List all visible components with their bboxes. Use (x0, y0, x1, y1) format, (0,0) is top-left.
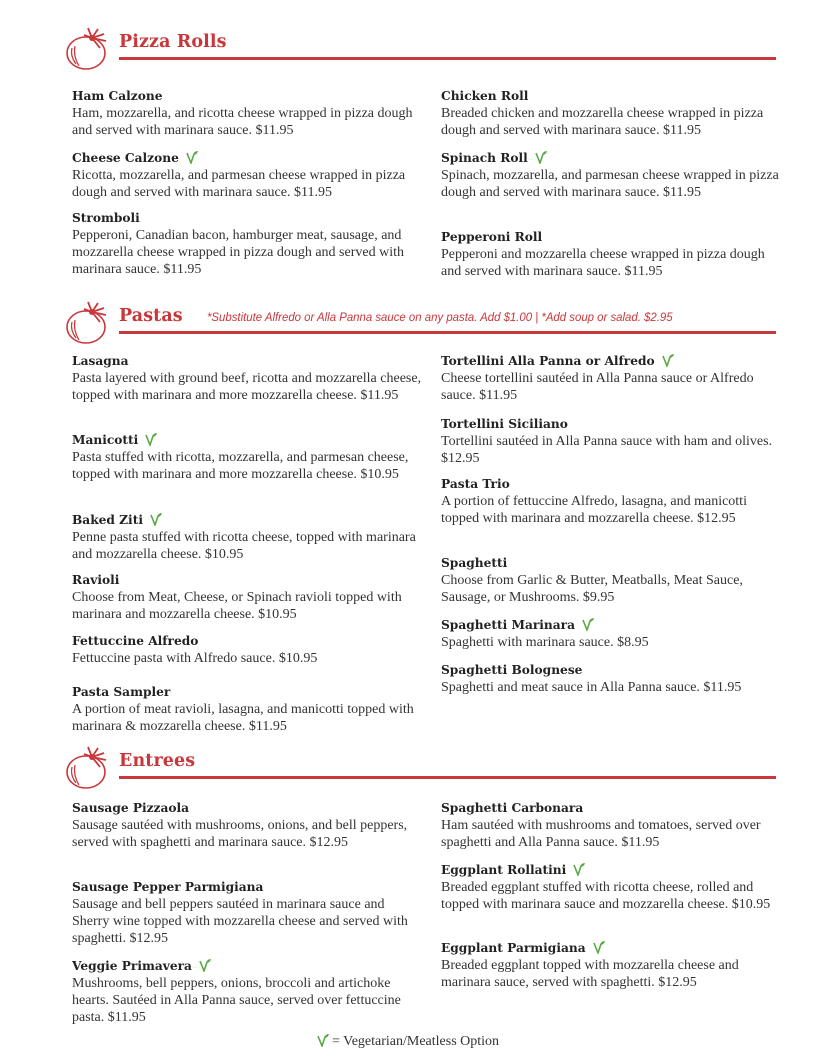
menu-item-name-text: Spaghetti Bolognese (441, 663, 583, 677)
menu-item-description: Spaghetti and meat sauce in Alla Panna sauce. $11.95 (441, 680, 742, 695)
menu-item (441, 353, 786, 404)
menu-item (441, 150, 786, 201)
menu-item (441, 800, 786, 851)
menu-item-name-text: Baked Ziti (72, 513, 143, 527)
menu-item-name-text: Ravioli (72, 573, 120, 587)
menu-item-description: Pasta layered with ground beef, ricotta and mozzarella cheese, topped with marinara and more mozzarella cheese. $11.95 (72, 371, 422, 404)
veg-leaf-icon (144, 432, 158, 446)
menu-item (441, 416, 786, 467)
menu-item (441, 555, 786, 606)
menu-item-name (441, 940, 786, 957)
menu-item-description: A portion of meat ravioli, lasagna, and manicotti topped with marinara & mozzarella cheese. $11.95 (72, 702, 414, 735)
menu-item-description: Fettuccine pasta with Alfredo sauce. $10.95 (72, 651, 318, 666)
menu-item (441, 940, 786, 991)
menu-item-description: Choose from Garlic & Butter, Meatballs, Meat Sauce, Sausage, or Mushrooms. $9.95 (441, 573, 743, 606)
menu-item (441, 229, 786, 280)
section-header-pastas (64, 300, 776, 346)
section-divider (119, 776, 776, 779)
section-divider (119, 57, 776, 60)
menu-item (72, 512, 422, 563)
menu-item-name (72, 150, 422, 167)
menu-item-name-text: Lasagna (72, 354, 129, 368)
menu-item-name-text: Pepperoni Roll (441, 230, 543, 244)
menu-item-name-text: Fettuccine Alfredo (72, 634, 199, 648)
section-note: *Substitute Alfredo or Alla Panna sauce on any pasta. Add $1.00 | *Add soup or salad. $2.95 (207, 310, 673, 324)
tomato-icon (64, 300, 114, 346)
section-header-pizza-rolls (64, 26, 776, 72)
menu-item-name (72, 210, 422, 227)
veg-leaf-icon (198, 958, 212, 972)
veg-legend-text: = Vegetarian/Meatless Option (332, 1034, 500, 1049)
menu-item-name-text: Cheese Calzone (72, 151, 179, 165)
menu-item (72, 210, 422, 279)
veg-leaf-icon (534, 150, 548, 164)
menu-item (441, 88, 786, 139)
menu-item-description: Cheese tortellini sautéed in Alla Panna sauce or Alfredo sauce. $11.95 (441, 371, 754, 404)
menu-item-name (72, 572, 422, 589)
menu-item-name (72, 432, 422, 449)
menu-item-name (441, 416, 786, 433)
menu-item-name-text: Sausage Pepper Parmigiana (72, 880, 264, 894)
menu-item-name (72, 684, 422, 701)
section-title: Pastas (119, 306, 183, 326)
menu-item-name (72, 88, 422, 105)
section-title: Pizza Rolls (119, 32, 227, 52)
menu-item-name (441, 229, 786, 246)
menu-item-name-text: Ham Calzone (72, 89, 163, 103)
menu-item-name-text: Veggie Primavera (72, 959, 192, 973)
menu-item-name (441, 862, 786, 879)
menu-item-name (72, 800, 422, 817)
menu-item (72, 633, 422, 667)
menu-item-description: Mushrooms, bell peppers, onions, broccoli and artichoke hearts. Sautéed in Alla Panna sauce, served over fettuccine pasta. $11.95 (72, 976, 401, 1026)
menu-item (72, 432, 422, 483)
menu-item-name-text: Manicotti (72, 433, 139, 447)
menu-item-description: Pasta stuffed with ricotta, mozzarella, and parmesan cheese, topped with marinara and more mozzarella cheese. $10.95 (72, 450, 409, 483)
menu-item-description: Spaghetti with marinara sauce. $8.95 (441, 635, 649, 650)
veg-leaf-icon (572, 862, 586, 876)
menu-item-description: Penne pasta stuffed with ricotta cheese, topped with marinara and mozzarella cheese. $10.95 (72, 530, 416, 563)
menu-item-description: Breaded eggplant topped with mozzarella cheese and marinara sauce, served with spaghetti. $12.95 (441, 958, 739, 991)
menu-item-name (441, 662, 786, 679)
menu-item (72, 572, 422, 623)
menu-item-name (72, 879, 422, 896)
menu-item-description: Sausage and bell peppers sautéed in marinara sauce and Sherry wine topped with mozzarella cheese and served with spaghetti. $12.95 (72, 897, 408, 947)
menu-item-name (72, 353, 422, 370)
menu-item-name-text: Eggplant Parmigiana (441, 941, 586, 955)
veg-leaf-icon (581, 617, 595, 631)
tomato-icon (64, 26, 114, 72)
menu-item-name (441, 555, 786, 572)
menu-item-name-text: Spaghetti (441, 556, 508, 570)
menu-item-name-text: Pasta Trio (441, 477, 510, 491)
menu-item-description: Ricotta, mozzarella, and parmesan cheese wrapped in pizza dough and served with marinara sauce. $11.95 (72, 168, 406, 201)
menu-item-name (441, 617, 786, 634)
menu-item-name-text: Sausage Pizzaola (72, 801, 190, 815)
menu-item-name-text: Spaghetti Marinara (441, 618, 576, 632)
menu-item-name-text: Spinach Roll (441, 151, 528, 165)
tomato-icon (64, 745, 114, 791)
menu-item-name (441, 88, 786, 105)
menu-item-description: Tortellini sautéed in Alla Panna sauce with ham and olives. $12.95 (441, 434, 773, 467)
veg-leaf-icon (661, 353, 675, 367)
veg-leaf-icon (149, 512, 163, 526)
menu-item (72, 88, 422, 139)
menu-item (72, 800, 422, 851)
menu-item-name (441, 150, 786, 167)
menu-item-description: A portion of fettuccine Alfredo, lasagna, and manicotti topped with marinara and mozzarella cheese. $12.95 (441, 494, 747, 527)
menu-item-name-text: Stromboli (72, 211, 140, 225)
veg-leaf-icon (592, 940, 606, 954)
menu-item-name (72, 633, 422, 650)
menu-item (441, 476, 786, 527)
menu-item-name (441, 800, 786, 817)
menu-item (72, 958, 422, 1027)
menu-item (72, 684, 422, 735)
menu-item-description: Breaded chicken and mozzarella cheese wrapped in pizza dough and served with marinara sauce. $11.95 (441, 106, 764, 139)
menu-item-name-text: Chicken Roll (441, 89, 529, 103)
menu-item-name (72, 512, 422, 529)
veg-leaf-icon (316, 1033, 330, 1047)
menu-item-description: Ham, mozzarella, and ricotta cheese wrapped in pizza dough and served with marinara sauce. $11.95 (72, 106, 413, 139)
menu-item-name-text: Eggplant Rollatini (441, 863, 567, 877)
menu-item-description: Pepperoni, Canadian bacon, hamburger meat, sausage, and mozzarella cheese wrapped in pizza dough and served with marinara sauce. $11.95 (72, 228, 404, 278)
menu-item-name (441, 476, 786, 493)
menu-item-name-text: Pasta Sampler (72, 685, 171, 699)
menu-item-description: Choose from Meat, Cheese, or Spinach ravioli topped with marinara and mozzarella cheese. $10.95 (72, 590, 402, 623)
section-divider (119, 331, 776, 334)
menu-item (441, 662, 786, 696)
section-title: Entrees (119, 751, 196, 771)
menu-item-description: Pepperoni and mozzarella cheese wrapped in pizza dough and served with marinara sauce. $11.95 (441, 247, 765, 280)
menu-item-description: Spinach, mozzarella, and parmesan cheese wrapped in pizza dough and served with marinara sauce. $11.95 (441, 168, 779, 201)
menu-item-name-text: Tortellini Siciliano (441, 417, 568, 431)
menu-item-description: Sausage sautéed with mushrooms, onions, and bell peppers, served with spaghetti and marinara sauce. $12.95 (72, 818, 408, 851)
menu-item (441, 862, 786, 913)
menu-item (72, 150, 422, 201)
section-header-entrees (64, 745, 776, 791)
menu-item-name-text: Spaghetti Carbonara (441, 801, 584, 815)
menu-item-name-text: Tortellini Alla Panna or Alfredo (441, 354, 655, 368)
veg-leaf-icon (185, 150, 199, 164)
menu-item (72, 879, 422, 948)
veg-legend (316, 1033, 499, 1050)
menu-item-name (72, 958, 422, 975)
menu-item (441, 617, 786, 651)
menu-item-description: Ham sautéed with mushrooms and tomatoes, served over spaghetti and Alla Panna sauce. $11.95 (441, 818, 761, 851)
menu-item (72, 353, 422, 404)
menu-item-name (441, 353, 786, 370)
menu-item-description: Breaded eggplant stuffed with ricotta cheese, rolled and topped with marinara sauce and mozzarella cheese. $10.95 (441, 880, 771, 913)
